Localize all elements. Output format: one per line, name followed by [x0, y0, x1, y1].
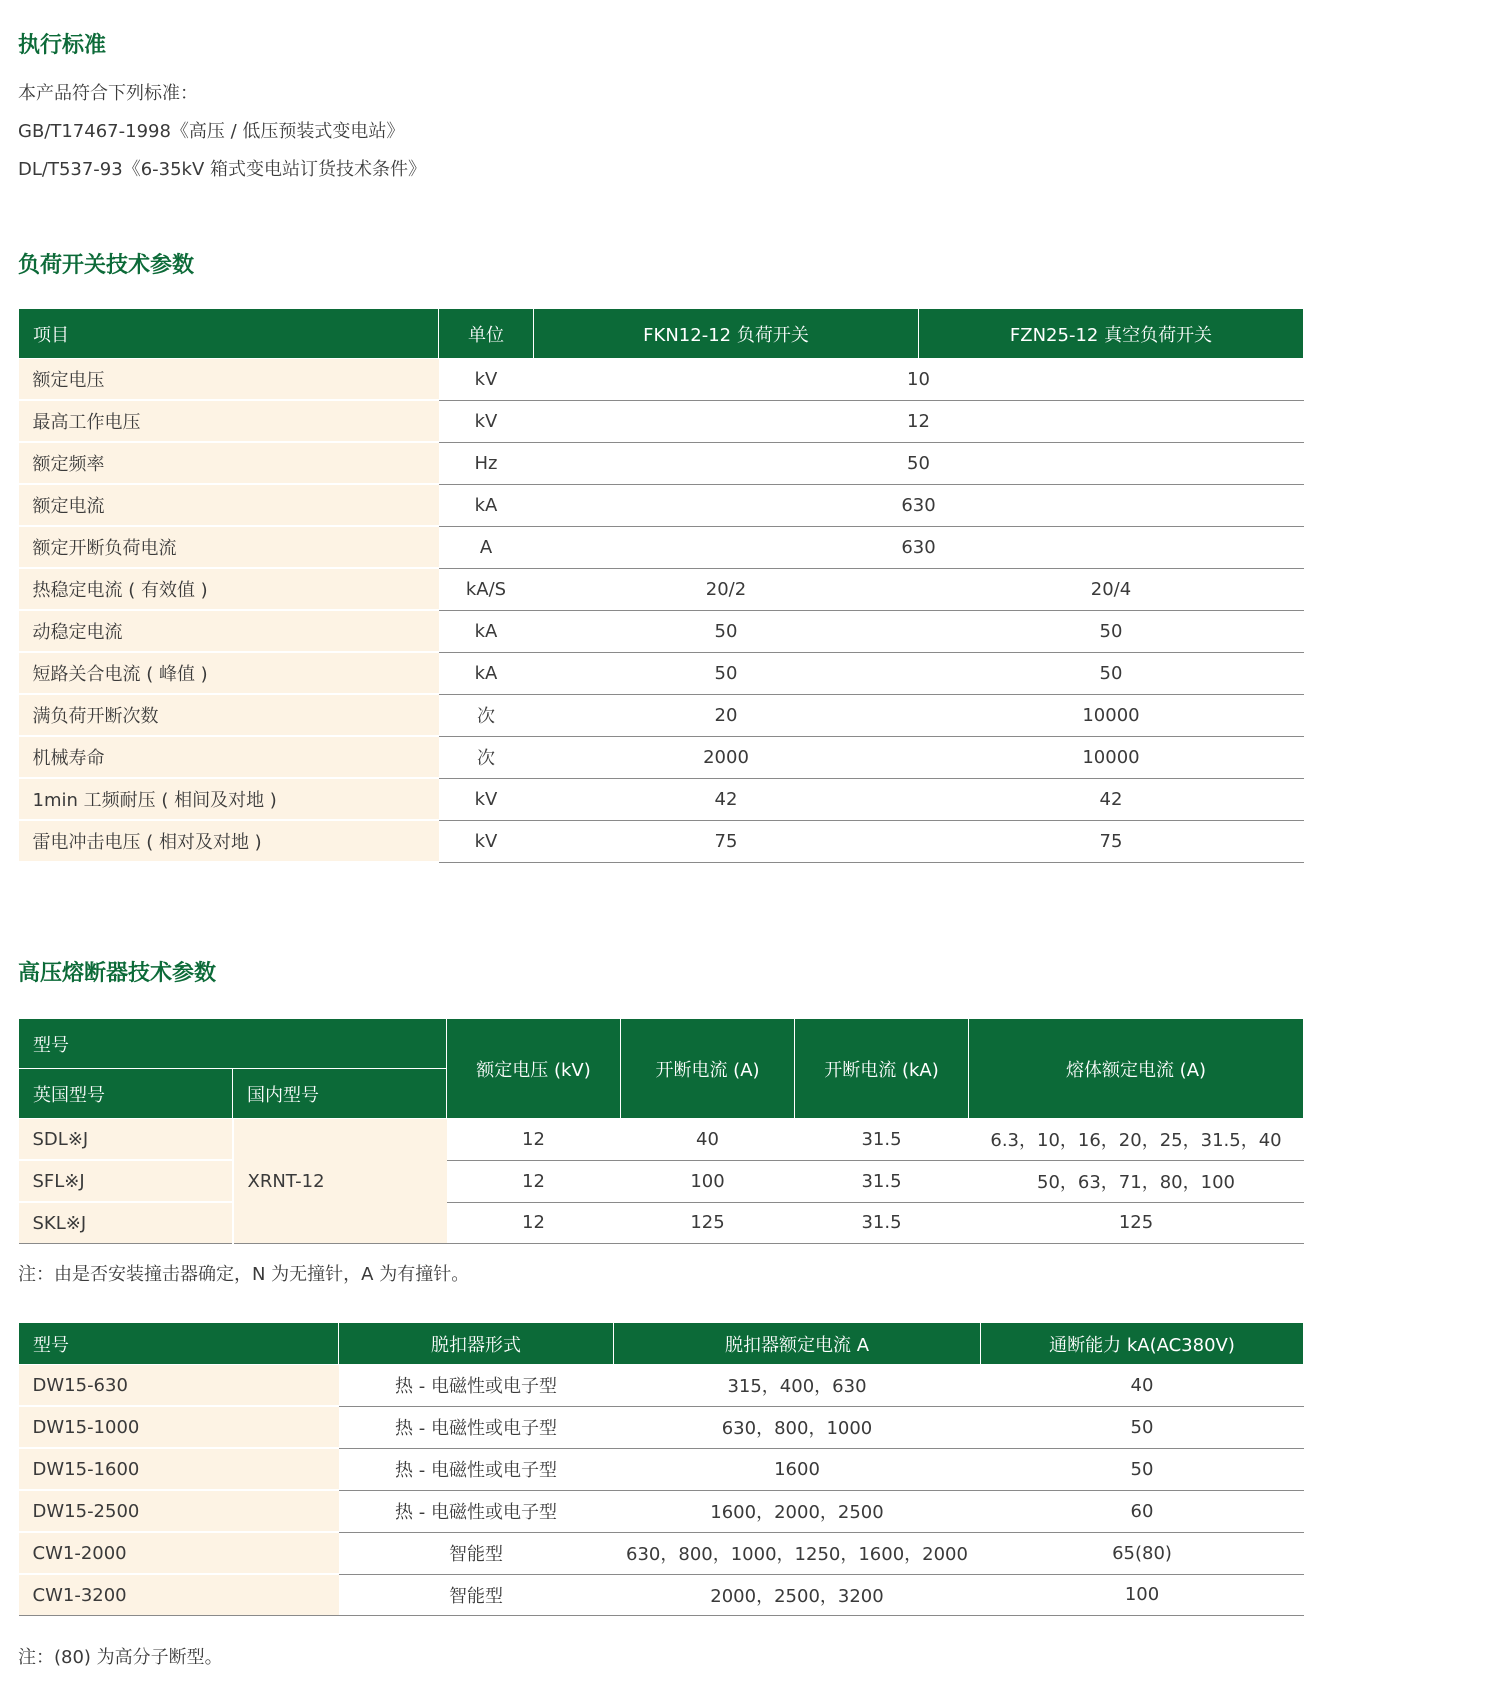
row-item: 热稳定电流 ( 有效值 ) — [19, 568, 439, 610]
row-value: 630 — [534, 526, 1304, 568]
row-item: 动稳定电流 — [19, 610, 439, 652]
row-capacity: 50 — [981, 1448, 1304, 1490]
row-model: DW15-630 — [19, 1365, 339, 1407]
row-capacity: 65(80) — [981, 1532, 1304, 1574]
header-break-a: 开断电流 (A) — [621, 1019, 795, 1119]
row-uk-model: SKL※J — [19, 1202, 233, 1244]
breaker-note: 注：(80) 为高分子断型。 — [18, 1647, 223, 1668]
load-switch-table — [18, 308, 1304, 863]
row-model: CW1-3200 — [19, 1574, 339, 1616]
row-item: 满负荷开断次数 — [19, 694, 439, 736]
row-trip-type: 热 - 电磁性或电子型 — [339, 1406, 614, 1448]
row-item: 额定电压 — [19, 359, 439, 401]
row-unit: kV — [439, 820, 534, 862]
table-row — [19, 1365, 1304, 1407]
header-fzn: FZN25-12 真空负荷开关 — [919, 309, 1304, 359]
row-item: 额定开断负荷电流 — [19, 526, 439, 568]
row-item: 最高工作电压 — [19, 400, 439, 442]
row-unit: kA/S — [439, 568, 534, 610]
table-row — [19, 778, 1304, 820]
row-item: 机械寿命 — [19, 736, 439, 778]
row-fkn: 20/2 — [534, 568, 919, 610]
table-row — [19, 1490, 1304, 1532]
row-value: 50 — [534, 442, 1304, 484]
header-trip-current: 脱扣器额定电流 A — [614, 1323, 981, 1365]
row-model: DW15-1000 — [19, 1406, 339, 1448]
row-fkn: 50 — [534, 652, 919, 694]
section-title-fuse: 高压熔断器技术参数 — [18, 961, 217, 986]
row-unit: Hz — [439, 442, 534, 484]
table-row — [19, 652, 1304, 694]
row-fzn: 42 — [919, 778, 1304, 820]
row-item: 额定电流 — [19, 484, 439, 526]
row-model: CW1-2000 — [19, 1532, 339, 1574]
header-capacity: 通断能力 kA(AC380V) — [981, 1323, 1304, 1365]
table-row — [19, 610, 1304, 652]
row-unit: kV — [439, 359, 534, 401]
row-unit: kV — [439, 400, 534, 442]
standard-dl: DL/T537-93《6-35kV 箱式变电站订货技术条件》 — [18, 159, 427, 180]
row-voltage: 12 — [447, 1202, 621, 1244]
row-break-a: 125 — [621, 1202, 795, 1244]
row-unit: kA — [439, 484, 534, 526]
header-domestic-model: 国内型号 — [233, 1069, 447, 1119]
row-break-ka: 31.5 — [795, 1160, 969, 1202]
row-unit: kV — [439, 778, 534, 820]
row-voltage: 12 — [447, 1119, 621, 1161]
fuse-note: 注：由是否安装撞击器确定，N 为无撞针，A 为有撞针。 — [18, 1264, 470, 1285]
row-trip-type: 智能型 — [339, 1574, 614, 1616]
table-row — [19, 526, 1304, 568]
table-row — [19, 736, 1304, 778]
fuse-table — [18, 1018, 1304, 1244]
table-row — [19, 1406, 1304, 1448]
section-title-standards: 执行标准 — [18, 33, 107, 58]
row-voltage: 12 — [447, 1160, 621, 1202]
row-item: 额定频率 — [19, 442, 439, 484]
breaker-table — [18, 1322, 1304, 1616]
standards-intro: 本产品符合下列标准： — [18, 83, 198, 104]
table-row — [19, 1574, 1304, 1616]
table-row — [19, 484, 1304, 526]
row-trip-type: 热 - 电磁性或电子型 — [339, 1365, 614, 1407]
row-unit: A — [439, 526, 534, 568]
row-fzn: 10000 — [919, 694, 1304, 736]
row-item: 1min 工频耐压 ( 相间及对地 ) — [19, 778, 439, 820]
table-row — [19, 820, 1304, 862]
row-break-ka: 31.5 — [795, 1202, 969, 1244]
header-trip-type: 脱扣器形式 — [339, 1323, 614, 1365]
row-trip-current: 630，800，1000 — [614, 1406, 981, 1448]
row-break-a: 40 — [621, 1119, 795, 1161]
row-fuse-current: 50，63，71，80，100 — [969, 1160, 1304, 1202]
table-row — [19, 568, 1304, 610]
header-item: 项目 — [19, 309, 439, 359]
row-fuse-current: 6.3，10，16，20，25，31.5，40 — [969, 1119, 1304, 1161]
row-break-a: 100 — [621, 1160, 795, 1202]
row-fzn: 50 — [919, 610, 1304, 652]
table-row — [19, 442, 1304, 484]
table-row — [19, 1119, 1304, 1161]
row-fkn: 2000 — [534, 736, 919, 778]
standard-gb: GB/T17467-1998《高压 / 低压预装式变电站》 — [18, 121, 405, 142]
row-fkn: 20 — [534, 694, 919, 736]
row-fkn: 42 — [534, 778, 919, 820]
row-value: 10 — [534, 359, 1304, 401]
table-row — [19, 1448, 1304, 1490]
row-fzn: 75 — [919, 820, 1304, 862]
row-item: 雷电冲击电压 ( 相对及对地 ) — [19, 820, 439, 862]
row-uk-model: SFL※J — [19, 1160, 233, 1202]
table-row — [19, 359, 1304, 401]
row-fuse-current: 125 — [969, 1202, 1304, 1244]
row-model: DW15-2500 — [19, 1490, 339, 1532]
row-trip-type: 热 - 电磁性或电子型 — [339, 1490, 614, 1532]
row-capacity: 100 — [981, 1574, 1304, 1616]
table-row — [19, 1532, 1304, 1574]
row-trip-current: 1600，2000，2500 — [614, 1490, 981, 1532]
header-model: 型号 — [19, 1019, 447, 1069]
row-item: 短路关合电流 ( 峰值 ) — [19, 652, 439, 694]
row-fkn: 75 — [534, 820, 919, 862]
row-capacity: 60 — [981, 1490, 1304, 1532]
row-fkn: 50 — [534, 610, 919, 652]
row-trip-current: 315，400，630 — [614, 1365, 981, 1407]
row-domestic-model: XRNT-12 — [233, 1119, 447, 1244]
row-value: 12 — [534, 400, 1304, 442]
section-title-load-switch: 负荷开关技术参数 — [18, 253, 195, 278]
row-unit: kA — [439, 610, 534, 652]
header-breaker-model: 型号 — [19, 1323, 339, 1365]
table-row — [19, 1160, 1304, 1202]
row-model: DW15-1600 — [19, 1448, 339, 1490]
row-unit: 次 — [439, 694, 534, 736]
row-fzn: 10000 — [919, 736, 1304, 778]
row-trip-current: 630，800，1000，1250，1600，2000 — [614, 1532, 981, 1574]
header-fuse-current: 熔体额定电流 (A) — [969, 1019, 1304, 1119]
row-unit: 次 — [439, 736, 534, 778]
row-trip-type: 热 - 电磁性或电子型 — [339, 1448, 614, 1490]
row-trip-current: 2000，2500，3200 — [614, 1574, 981, 1616]
header-uk-model: 英国型号 — [19, 1069, 233, 1119]
header-voltage: 额定电压 (kV) — [447, 1019, 621, 1119]
header-break-ka: 开断电流 (kA) — [795, 1019, 969, 1119]
row-value: 630 — [534, 484, 1304, 526]
table-row — [19, 1202, 1304, 1244]
row-capacity: 50 — [981, 1406, 1304, 1448]
row-fzn: 20/4 — [919, 568, 1304, 610]
header-fkn: FKN12-12 负荷开关 — [534, 309, 919, 359]
row-break-ka: 31.5 — [795, 1119, 969, 1161]
row-unit: kA — [439, 652, 534, 694]
row-fzn: 50 — [919, 652, 1304, 694]
row-capacity: 40 — [981, 1365, 1304, 1407]
row-uk-model: SDL※J — [19, 1119, 233, 1161]
table-row — [19, 694, 1304, 736]
table-row — [19, 400, 1304, 442]
row-trip-current: 1600 — [614, 1448, 981, 1490]
row-trip-type: 智能型 — [339, 1532, 614, 1574]
header-unit: 单位 — [439, 309, 534, 359]
